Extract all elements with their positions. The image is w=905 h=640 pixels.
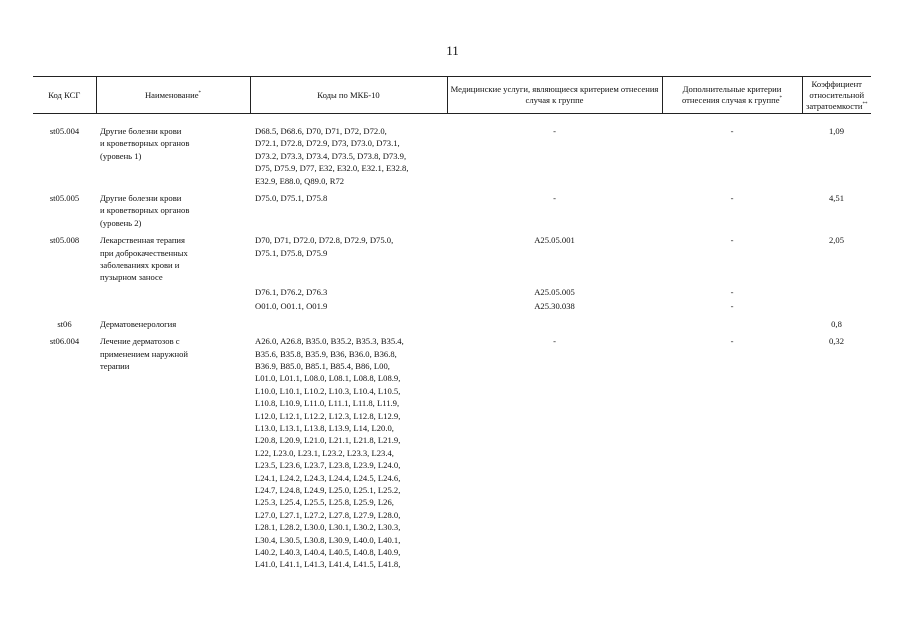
cell-mkb-codes: D76.1, D76.2, D76.3: [255, 286, 328, 297]
cell-extra-criteria: -: [730, 301, 734, 312]
header-row: [33, 77, 871, 114]
table-row: [33, 331, 871, 572]
cell-ksg-code: st06: [57, 318, 72, 329]
header-name: Наименование*: [96, 77, 250, 114]
cell-ksg-code: [33, 285, 96, 299]
cell-extra-criteria: -: [730, 126, 734, 136]
cell-ksg-code: st06.004: [49, 336, 80, 347]
cell-ksg-code: st05.005: [49, 193, 80, 204]
cell-name: Дерматовенерология: [100, 318, 177, 329]
header-extra-footnote-mark: *: [779, 96, 783, 102]
cell-medical-services: A25.05.005: [534, 286, 575, 297]
table-row: [33, 230, 871, 285]
header-name-footnote-mark: *: [198, 90, 202, 96]
table-header: [33, 77, 871, 114]
cell-mkb-codes: A26.0, A26.8, B35.0, B35.2, B35.3, B35.4, B35.6, B35.8, B35.9, B36, B36.0, B36.8, B36.9, B85.0, B85.1, B85.4, B86, L00, L01.0, L01.1, L08.0, L08.1, L08.8, L08.9, L10.0, L10.1, L10.2, L10.3, L10.4, L10.5, L10.8, L10.9, L11.0, L11.1, L11.8, L11.9, L12.0, L12.1, L12.2, L12.3, L12.8, L12.9, L13.0, L13.1, L13.8, L13.9, L14, L20.0, L20.8, L20.9, L21.0, L21.1, L21.8, L21.9, L22, L23.0, L23.1, L23.2, L23.3, L23.4, L23.5, L23.6, L23.7, L23.8, L23.9, L24.0, L24.1, L24.2, L24.3, L24.4, L24.5, L24.6, L24.7, L24.8, L24.9, L25.0, L25.1, L25.2, L25.3, L25.4, L25.5, L25.8, L25.9, L26, L27.0, L27.1, L27.2, L27.8, L27.9, L28.0, L28.1, L28.2, L30.0, L30.1, L30.2, L30.3, L30.4, L30.5, L30.8, L30.9, L40.0, L40.1, L40.2, L40.3, L40.4, L40.5, L40.8, L40.9, L41.0, L41.1, L41.3, L41.4, L41.5, L41.8,: [255, 336, 404, 570]
cell-extra-criteria: -: [730, 286, 734, 297]
cell-mkb-codes: [250, 314, 447, 331]
cell-mkb-codes: O01.0, O01.1, O01.9: [255, 301, 328, 312]
table-row: [33, 188, 871, 230]
cell-medical-services: -: [553, 336, 556, 347]
spacer-row: [33, 114, 871, 125]
cell-medical-services: -: [553, 126, 556, 136]
page-number: 11: [446, 43, 459, 58]
cell-extra-criteria: -: [730, 193, 734, 204]
header-extra-criteria: Дополнительные критерии отнесения случая к группе*: [662, 77, 802, 114]
cell-medical-services: -: [553, 193, 556, 204]
cell-extra-criteria: [662, 314, 802, 331]
header-coef-footnote-mark: **: [862, 101, 868, 107]
header-mkb: Коды по МКБ-10: [250, 77, 447, 114]
cell-mkb-codes: D70, D71, D72.0, D72.8, D72.9, D75.0, D75.1, D75.8, D75.9: [255, 235, 394, 258]
cell-coefficient: 0,32: [828, 336, 845, 347]
table-row: [33, 314, 871, 331]
cell-extra-criteria: -: [730, 336, 734, 347]
cell-mkb-codes: D68.5, D68.6, D70, D71, D72, D72.0, D72.1, D72.8, D72.9, D73, D73.0, D73.1, D73.2, D73.3, D73.4, D73.5, D73.8, D73.9, D75, D75.9, D77, E32, E32.0, E32.1, E32.8, E32.9, E88.0, Q89.0, R72: [255, 126, 409, 186]
table-row: [33, 299, 871, 313]
cell-name: [96, 285, 250, 299]
cell-coefficient: 0,8: [831, 318, 842, 329]
ksg-table: [33, 76, 871, 572]
cell-coefficient: [802, 285, 871, 299]
table-body: [33, 114, 871, 572]
cell-name: Лечение дерматозов с применением наружной терапии: [100, 336, 188, 371]
header-services: Медицинские услуги, являющиеся критерием отнесения случая к группе: [447, 77, 662, 114]
cell-medical-services: A25.30.038: [534, 301, 575, 312]
cell-coefficient: 1,09: [828, 126, 845, 136]
table-row: [33, 124, 871, 188]
cell-coefficient: 4,51: [828, 193, 845, 204]
cell-medical-services: [447, 314, 662, 331]
cell-ksg-code: st05.004: [49, 126, 80, 136]
ksg-table-container: [33, 76, 871, 572]
cell-name: Другие болезни крови и кроветворных органов (уровень 1): [100, 126, 190, 161]
header-code: Код КСГ: [33, 77, 96, 114]
cell-coefficient: [802, 299, 871, 313]
table-row: [33, 285, 871, 299]
cell-coefficient: 2,05: [828, 235, 845, 246]
cell-mkb-codes: D75.0, D75.1, D75.8: [255, 193, 328, 204]
header-coefficient: Коэффициент относительной затратоемкости**: [802, 77, 871, 114]
cell-name: [96, 299, 250, 313]
cell-ksg-code: [33, 299, 96, 313]
cell-name: Лекарственная терапия при доброкачественных заболеваниях крови и пузырном заносе: [100, 235, 188, 283]
cell-name: Другие болезни крови и кроветворных органов (уровень 2): [100, 193, 190, 228]
cell-ksg-code: st05.008: [49, 235, 80, 246]
cell-medical-services: A25.05.001: [534, 235, 575, 246]
cell-extra-criteria: -: [730, 235, 734, 246]
